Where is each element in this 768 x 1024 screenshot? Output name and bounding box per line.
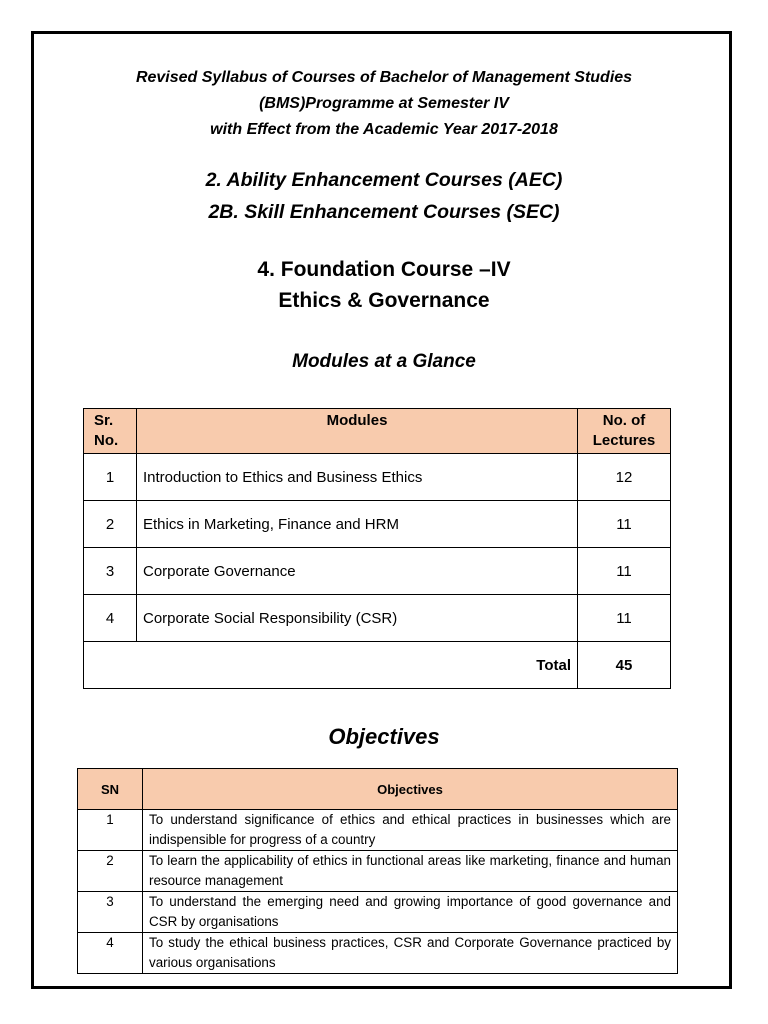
sn-cell: 2: [78, 851, 143, 892]
table-row: [78, 892, 678, 933]
table-row: [78, 851, 678, 892]
module-cell: Introduction to Ethics and Business Ethics: [137, 454, 578, 501]
course-line-1: 4. Foundation Course –IV: [257, 258, 511, 281]
header-line-2: (BMS)Programme at Semester IV: [259, 95, 509, 112]
module-cell: Corporate Governance: [137, 548, 578, 595]
table-row: [84, 501, 671, 548]
lectures-cell: 11: [578, 501, 671, 548]
header-line-1: Revised Syllabus of Courses of Bachelor of Management Studies: [135, 69, 633, 86]
header-line-3: with Effect from the Academic Year 2017-2018: [210, 121, 558, 138]
category-line-2: 2B. Skill Enhancement Courses (SEC): [208, 201, 560, 223]
sr-cell: 2: [84, 501, 137, 548]
total-value: 45: [578, 642, 671, 689]
table-row: [84, 548, 671, 595]
sn-cell: 1: [78, 810, 143, 851]
lectures-cell: 11: [578, 595, 671, 642]
objective-cell: To understand significance of ethics and ethical practices in businesses which are indispensible for progress of a country: [143, 810, 678, 851]
syllabus-header: [0, 65, 768, 143]
module-cell: Ethics in Marketing, Finance and HRM: [137, 501, 578, 548]
course-line-2: Ethics & Governance: [278, 289, 490, 312]
objectives-table: [77, 768, 678, 974]
sn-cell: 3: [78, 892, 143, 933]
module-cell: Corporate Social Responsibility (CSR): [137, 595, 578, 642]
sr-cell: 4: [84, 595, 137, 642]
sr-cell: 1: [84, 454, 137, 501]
course-title: [0, 254, 768, 316]
total-label: Total: [84, 642, 578, 689]
objective-cell: To study the ethical business practices, CSR and Corporate Governance practiced by various organisations: [143, 933, 678, 974]
course-category: [0, 164, 768, 228]
table-row: [84, 595, 671, 642]
total-row: [84, 642, 671, 689]
objectives-header-row: [78, 769, 678, 810]
modules-header-row: [84, 409, 671, 454]
table-row: [78, 933, 678, 974]
header-sr-no: Sr. No.: [84, 409, 137, 454]
header-modules: Modules: [137, 409, 578, 454]
sr-cell: 3: [84, 548, 137, 595]
table-row: [84, 454, 671, 501]
objectives-heading: Objectives: [328, 724, 440, 749]
lectures-cell: 12: [578, 454, 671, 501]
lectures-cell: 11: [578, 548, 671, 595]
objective-cell: To understand the emerging need and growing importance of good governance and CSR by organisations: [143, 892, 678, 933]
header-lectures: No. of Lectures: [578, 409, 671, 454]
header-objectives: Objectives: [143, 769, 678, 810]
sn-cell: 4: [78, 933, 143, 974]
objective-cell: To learn the applicability of ethics in functional areas like marketing, finance and human resource management: [143, 851, 678, 892]
header-sn: SN: [78, 769, 143, 810]
category-line-1: 2. Ability Enhancement Courses (AEC): [205, 169, 563, 191]
modules-table: [83, 408, 671, 689]
modules-heading: Modules at a Glance: [292, 351, 476, 372]
table-row: [78, 810, 678, 851]
